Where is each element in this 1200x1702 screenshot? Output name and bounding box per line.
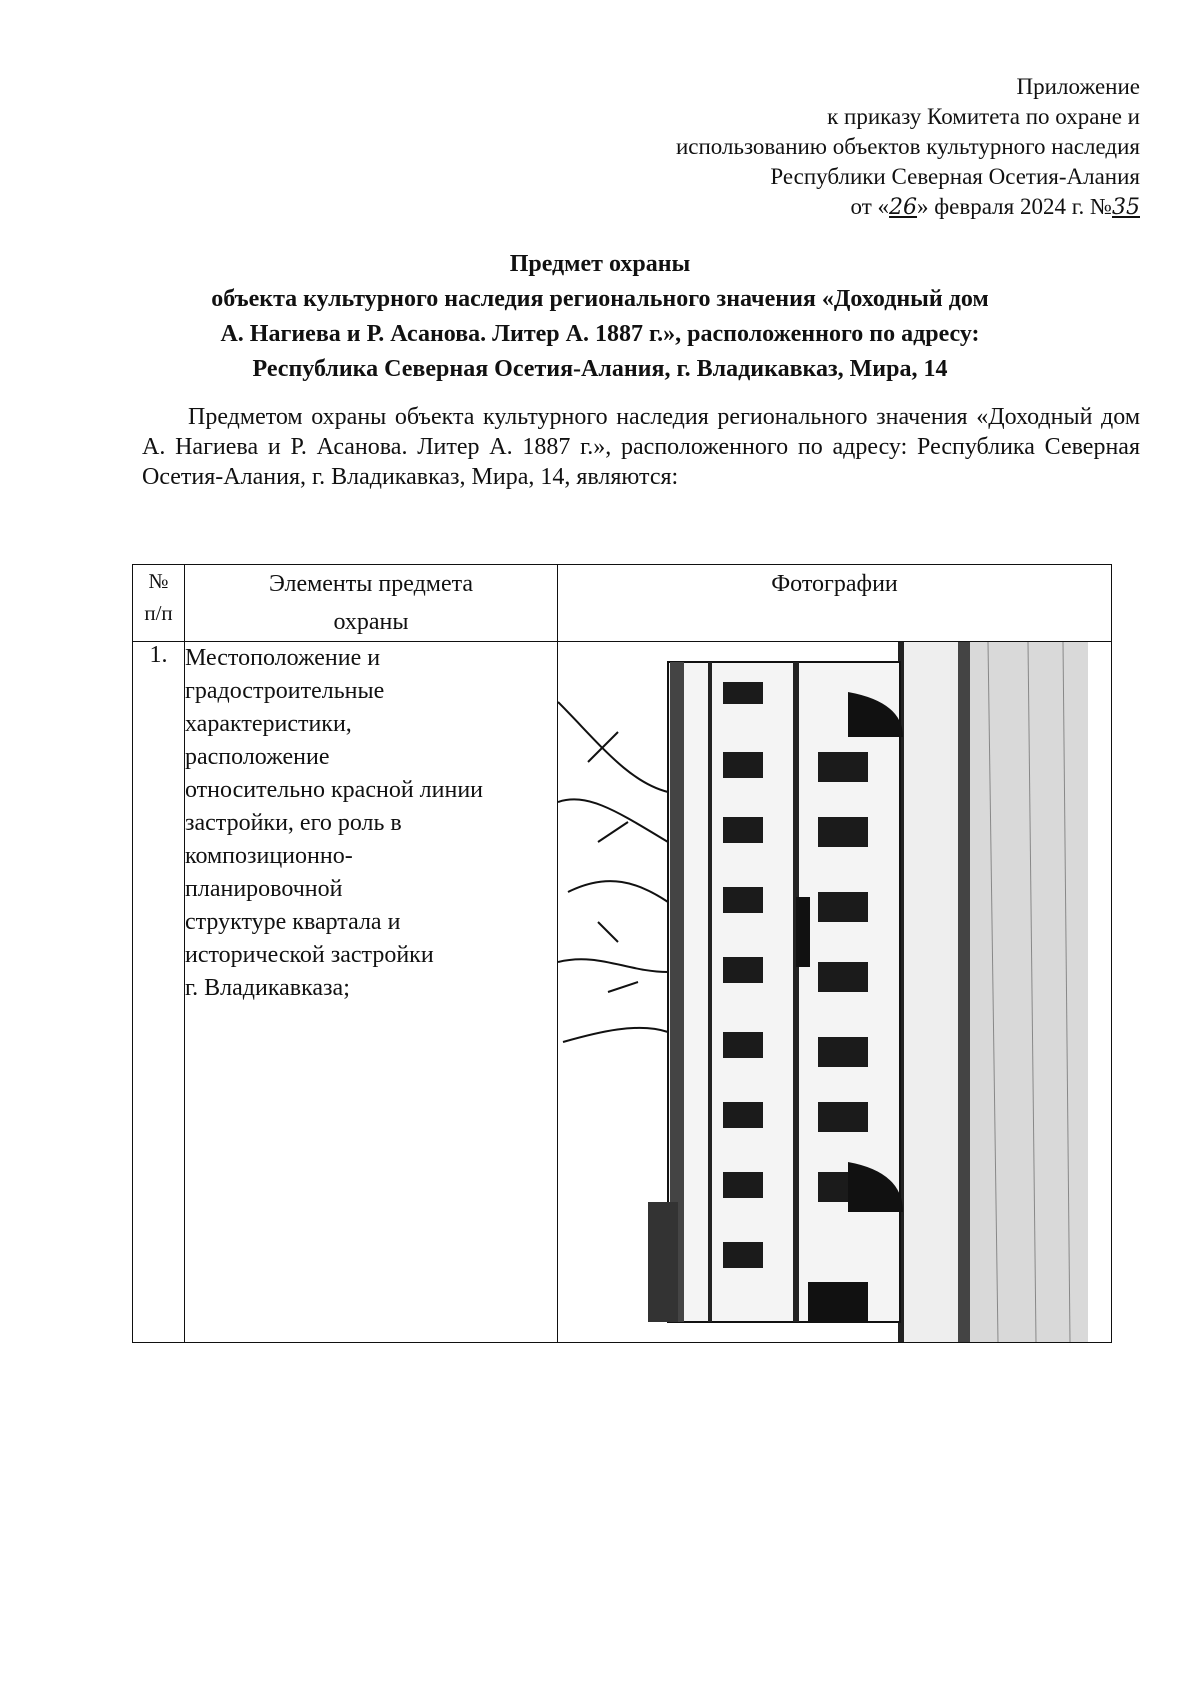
order-reference-line: к приказу Комитета по охране и xyxy=(827,104,1140,129)
appendix-label: Приложение xyxy=(1016,74,1140,99)
description-line: структуре квартала и xyxy=(185,909,401,935)
handwritten-order-number: 35 xyxy=(1112,195,1140,220)
description-line: композиционно- xyxy=(185,843,353,869)
header-number-abbr: п/п xyxy=(144,601,173,625)
description-line: градостроительные xyxy=(185,678,385,704)
title-line-1: Предмет охраны xyxy=(509,251,691,277)
committee-name-line: использованию объектов культурного наследия xyxy=(675,134,1140,159)
title-line-4: Республика Северная Осетия-Алания, г. Владикавказ, Мира, 14 xyxy=(252,356,948,382)
row-number: 1. xyxy=(133,642,185,1343)
description-line: относительно красной линии xyxy=(185,777,484,803)
handwritten-day: 26 xyxy=(889,195,918,220)
title-line-3: А. Нагиева и Р. Асанова. Литер А. 1887 г.», расположенного по адресу: xyxy=(220,321,980,347)
intro-paragraph: Предметом охраны объекта культурного наследия регионального значения «Доходный дом А. Нагиева и Р. Асанова. Литер А. 1887 г.», расположенного по адресу: Республика Северная Осетия-Алания, г. Владикавказ, Мира, 14, являются: xyxy=(142,404,1140,490)
protection-subject-table xyxy=(132,564,1112,1343)
table-row xyxy=(133,642,1112,1343)
date-prefix: от « xyxy=(850,194,890,219)
header-elements-line-1: Элементы предмета xyxy=(268,571,474,597)
description-line: расположение xyxy=(185,744,330,770)
description-line: исторической застройки xyxy=(185,942,434,968)
row-element-description xyxy=(185,642,558,1343)
header-number xyxy=(133,565,185,642)
date-mid: » февраля 2024 г. № xyxy=(917,194,1112,219)
appendix-header xyxy=(580,72,1140,223)
description-line: застройки, его роль в xyxy=(185,810,402,836)
description-line: г. Владикавказа; xyxy=(185,975,350,1001)
document-title xyxy=(100,247,1100,387)
building-facade-photo xyxy=(558,642,1088,1342)
header-elements xyxy=(185,565,558,642)
header-photos: Фотографии xyxy=(558,565,1112,642)
header-number-sign: № xyxy=(148,569,169,593)
table-header-row xyxy=(133,565,1112,642)
republic-name-line: Республики Северная Осетия-Алания xyxy=(770,164,1140,189)
description-line: планировочной xyxy=(185,876,343,902)
description-line: характеристики, xyxy=(185,711,352,737)
order-date-line xyxy=(580,192,1140,223)
row-photo-cell xyxy=(558,642,1112,1343)
description-line: Местоположение и xyxy=(185,645,381,671)
title-line-2: объекта культурного наследия регионального значения «Доходный дом xyxy=(211,286,989,312)
header-elements-line-2: охраны xyxy=(333,609,409,635)
